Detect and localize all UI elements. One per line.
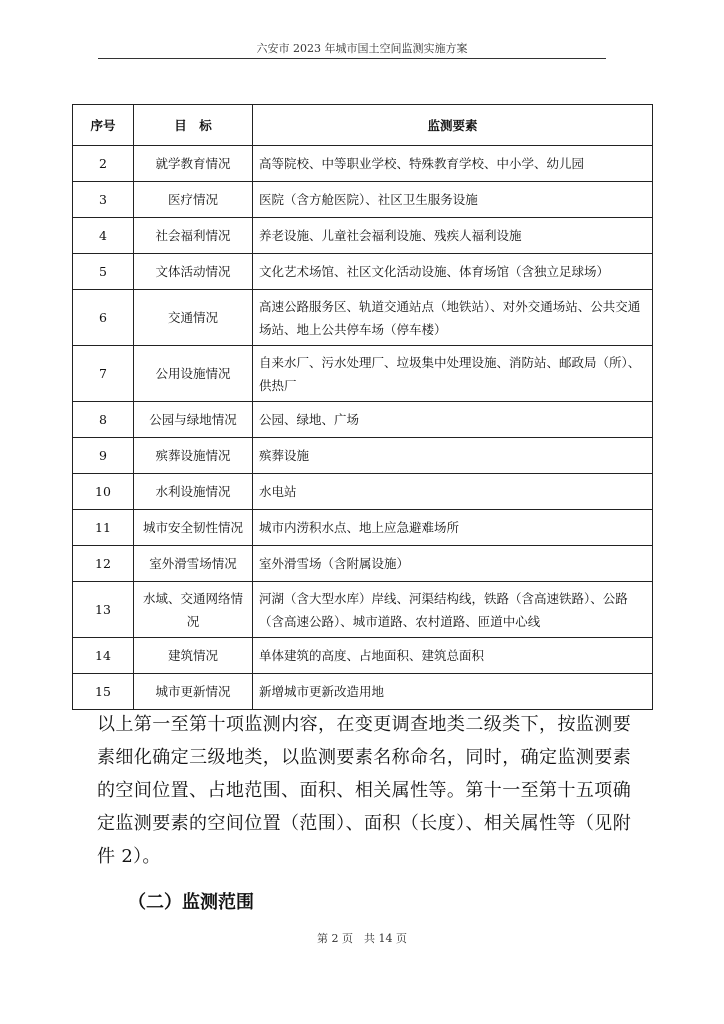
table-row — [73, 546, 653, 582]
row-target: 水域、交通网络情况 — [134, 582, 253, 638]
row-number: 15 — [73, 674, 134, 710]
column-header-target: 目 标 — [134, 105, 253, 146]
table-row — [73, 346, 653, 402]
row-target: 殡葬设施情况 — [134, 438, 253, 474]
row-elements: 水电站 — [253, 474, 653, 510]
row-target: 水利设施情况 — [134, 474, 253, 510]
row-elements: 公园、绿地、广场 — [253, 402, 653, 438]
table-header-row — [73, 105, 653, 146]
table-row — [73, 254, 653, 290]
table-row — [73, 474, 653, 510]
table-row — [73, 182, 653, 218]
row-number: 11 — [73, 510, 134, 546]
table-row — [73, 510, 653, 546]
row-number: 13 — [73, 582, 134, 638]
table-row — [73, 638, 653, 674]
row-number: 14 — [73, 638, 134, 674]
row-elements: 河湖（含大型水库）岸线、河渠结构线，铁路（含高速铁路）、公路（含高速公路）、城市道路、农村道路、匝道中心线 — [253, 582, 653, 638]
row-number: 12 — [73, 546, 134, 582]
row-number: 3 — [73, 182, 134, 218]
page-number-footer: 第 2 页 共 14 页 — [317, 932, 407, 945]
row-number: 10 — [73, 474, 134, 510]
row-target: 社会福利情况 — [134, 218, 253, 254]
row-elements: 城市内涝积水点、地上应急避难场所 — [253, 510, 653, 546]
table-row — [73, 290, 653, 346]
section-heading: （二）监测范围 — [128, 892, 254, 913]
row-target: 城市更新情况 — [134, 674, 253, 710]
row-elements: 新增城市更新改造用地 — [253, 674, 653, 710]
row-number: 6 — [73, 290, 134, 346]
row-elements: 单体建筑的高度、占地面积、建筑总面积 — [253, 638, 653, 674]
row-target: 交通情况 — [134, 290, 253, 346]
row-target: 就学教育情况 — [134, 146, 253, 182]
table-row — [73, 218, 653, 254]
table-row — [73, 146, 653, 182]
row-number: 8 — [73, 402, 134, 438]
row-target: 医疗情况 — [134, 182, 253, 218]
row-number: 7 — [73, 346, 134, 402]
row-number: 9 — [73, 438, 134, 474]
header-divider — [98, 58, 606, 59]
table-row — [73, 582, 653, 638]
row-elements: 高速公路服务区、轨道交通站点（地铁站）、对外交通场站、公共交通场站、地上公共停车场（停车楼） — [253, 290, 653, 346]
row-elements: 自来水厂、污水处理厂、垃圾集中处理设施、消防站、邮政局（所）、供热厂 — [253, 346, 653, 402]
row-number: 4 — [73, 218, 134, 254]
row-elements: 养老设施、儿童社会福利设施、残疾人福利设施 — [253, 218, 653, 254]
row-target: 城市安全韧性情况 — [134, 510, 253, 546]
column-header-no: 序号 — [73, 105, 134, 146]
row-elements: 医院（含方舱医院）、社区卫生服务设施 — [253, 182, 653, 218]
row-number: 5 — [73, 254, 134, 290]
row-number: 2 — [73, 146, 134, 182]
row-elements: 室外滑雪场（含附属设施） — [253, 546, 653, 582]
row-elements: 高等院校、中等职业学校、特殊教育学校、中小学、幼儿园 — [253, 146, 653, 182]
row-target: 室外滑雪场情况 — [134, 546, 253, 582]
table-row — [73, 674, 653, 710]
body-paragraph: 以上第一至第十项监测内容，在变更调查地类二级类下，按监测要素细化确定三级地类，以监测要素名称命名，同时，确定监测要素的空间位置、占地范围、面积、相关属性等。第十一至第十五项确定监测要素的空间位置（范围）、面积（长度）、相关属性等（见附件 2）。 — [97, 714, 631, 867]
monitoring-elements-table — [72, 104, 653, 710]
row-elements: 文化艺术场馆、社区文化活动设施、体育场馆（含独立足球场） — [253, 254, 653, 290]
page-header-title: 六安市 2023 年城市国土空间监测实施方案 — [256, 42, 468, 55]
row-target: 文体活动情况 — [134, 254, 253, 290]
row-target: 建筑情况 — [134, 638, 253, 674]
table-row — [73, 402, 653, 438]
table-row — [73, 438, 653, 474]
row-target: 公用设施情况 — [134, 346, 253, 402]
row-target: 公园与绿地情况 — [134, 402, 253, 438]
column-header-elements: 监测要素 — [253, 105, 653, 146]
row-elements: 殡葬设施 — [253, 438, 653, 474]
